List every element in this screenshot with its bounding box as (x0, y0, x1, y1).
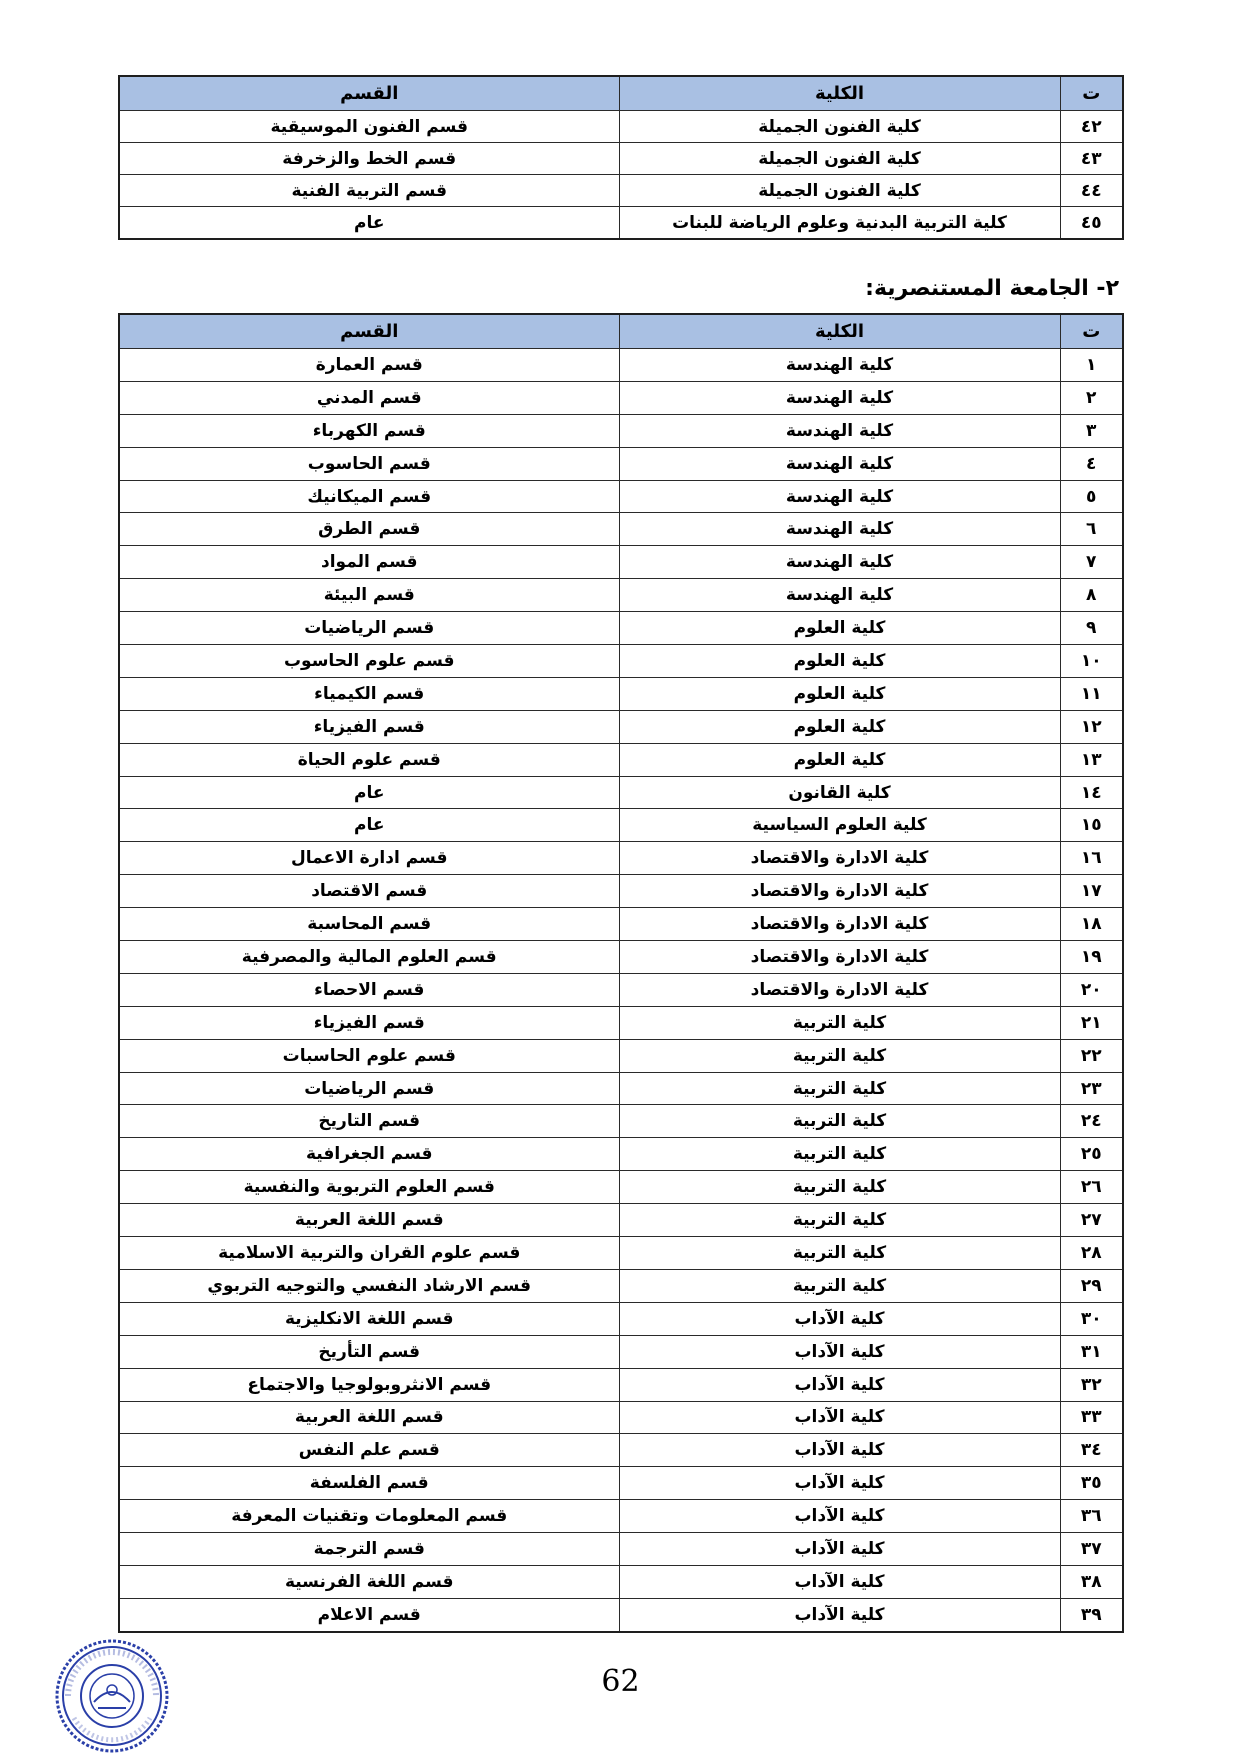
header-college: الكلية (619, 76, 1060, 111)
row-number: ٣ (1060, 414, 1123, 447)
row-department: قسم الحاسوب (119, 447, 619, 480)
table-row (119, 1039, 1123, 1072)
header-department: القسم (119, 314, 619, 349)
table-row (119, 1138, 1123, 1171)
row-department: عام (119, 776, 619, 809)
row-number: ٤ (1060, 447, 1123, 480)
row-number: ١٧ (1060, 875, 1123, 908)
row-college: كلية الهندسة (619, 513, 1060, 546)
row-number: ٢٥ (1060, 1138, 1123, 1171)
row-department: قسم اللغة الفرنسية (119, 1565, 619, 1598)
row-department: قسم علوم الحاسوب (119, 645, 619, 678)
row-department: قسم الطرق (119, 513, 619, 546)
row-college: كلية التربية (619, 1105, 1060, 1138)
page-number: 62 (601, 1664, 640, 1699)
row-department: قسم المعلومات وتقنيات المعرفة (119, 1500, 619, 1533)
row-number: ٣٩ (1060, 1598, 1123, 1631)
header-department: القسم (119, 76, 619, 111)
row-department: قسم الكيمياء (119, 677, 619, 710)
row-college: كلية الهندسة (619, 381, 1060, 414)
row-number: ٣١ (1060, 1335, 1123, 1368)
row-department: قسم الترجمة (119, 1533, 619, 1566)
row-number: ١٠ (1060, 645, 1123, 678)
row-department: قسم الفلسفة (119, 1467, 619, 1500)
row-number: ٤٤ (1060, 175, 1123, 207)
table-row (119, 612, 1123, 645)
row-department: قسم الميكانيك (119, 480, 619, 513)
table-row (119, 111, 1123, 143)
table-row (119, 546, 1123, 579)
table-row (119, 1467, 1123, 1500)
row-number: ٢٣ (1060, 1072, 1123, 1105)
row-college: كلية الادارة والاقتصاد (619, 941, 1060, 974)
table-row (119, 1500, 1123, 1533)
row-college: كلية الادارة والاقتصاد (619, 908, 1060, 941)
row-department: قسم الفيزياء (119, 1006, 619, 1039)
colleges-table-1 (118, 75, 1124, 240)
header-college: الكلية (619, 314, 1060, 349)
row-department: قسم التربية الفنية (119, 175, 619, 207)
table-row (119, 1302, 1123, 1335)
table-row (119, 1335, 1123, 1368)
row-department: قسم علم النفس (119, 1434, 619, 1467)
row-number: ٥ (1060, 480, 1123, 513)
table-row (119, 1401, 1123, 1434)
row-number: ٢٢ (1060, 1039, 1123, 1072)
table-header-row (119, 314, 1123, 349)
row-number: ٢٠ (1060, 973, 1123, 1006)
row-number: ٣٠ (1060, 1302, 1123, 1335)
row-number: ٣٢ (1060, 1368, 1123, 1401)
row-number: ٢٧ (1060, 1204, 1123, 1237)
row-department: قسم العمارة (119, 349, 619, 382)
row-number: ٢٤ (1060, 1105, 1123, 1138)
row-department: قسم الكهرباء (119, 414, 619, 447)
row-department: قسم الاعلام (119, 1598, 619, 1631)
row-college: كلية التربية (619, 1039, 1060, 1072)
row-department: قسم اللغة العربية (119, 1401, 619, 1434)
row-number: ٧ (1060, 546, 1123, 579)
table-row (119, 1565, 1123, 1598)
row-department: قسم الخط والزخرفة (119, 143, 619, 175)
table-row (119, 743, 1123, 776)
table-row (119, 1237, 1123, 1270)
row-college: كلية العلوم (619, 677, 1060, 710)
row-college: كلية التربية (619, 1006, 1060, 1039)
row-department: قسم الجغرافية (119, 1138, 619, 1171)
row-number: ١٥ (1060, 809, 1123, 842)
row-college: كلية الهندسة (619, 447, 1060, 480)
row-number: ١٦ (1060, 842, 1123, 875)
row-number: ٣٤ (1060, 1434, 1123, 1467)
row-department: قسم الارشاد النفسي والتوجيه التربوي (119, 1269, 619, 1302)
row-college: كلية الهندسة (619, 349, 1060, 382)
row-department: قسم اللغة الانكليزية (119, 1302, 619, 1335)
table-row (119, 175, 1123, 207)
row-department: قسم علوم الحاسبات (119, 1039, 619, 1072)
table-row (119, 1006, 1123, 1039)
row-number: ٢ (1060, 381, 1123, 414)
table-row (119, 908, 1123, 941)
table-row (119, 1368, 1123, 1401)
row-number: ١٤ (1060, 776, 1123, 809)
table-row (119, 381, 1123, 414)
row-department: قسم الفيزياء (119, 710, 619, 743)
row-college: كلية الآداب (619, 1467, 1060, 1500)
table-row (119, 776, 1123, 809)
official-seal-icon (54, 1638, 170, 1754)
table-header-row (119, 76, 1123, 111)
row-department: قسم التأريخ (119, 1335, 619, 1368)
row-college: كلية الادارة والاقتصاد (619, 973, 1060, 1006)
table-row (119, 677, 1123, 710)
row-number: ٢٦ (1060, 1171, 1123, 1204)
table-row (119, 349, 1123, 382)
row-department: قسم الرياضيات (119, 1072, 619, 1105)
row-number: ٣٣ (1060, 1401, 1123, 1434)
row-department: قسم المدني (119, 381, 619, 414)
row-number: ٢٩ (1060, 1269, 1123, 1302)
table-row (119, 143, 1123, 175)
row-college: كلية التربية (619, 1269, 1060, 1302)
row-college: كلية الهندسة (619, 480, 1060, 513)
table-row (119, 973, 1123, 1006)
row-department: قسم المحاسبة (119, 908, 619, 941)
row-department: قسم العلوم التربوية والنفسية (119, 1171, 619, 1204)
row-number: ٤٢ (1060, 111, 1123, 143)
table-row (119, 645, 1123, 678)
row-department: قسم البيئة (119, 579, 619, 612)
row-college: كلية التربية (619, 1138, 1060, 1171)
row-number: ٢٨ (1060, 1237, 1123, 1270)
row-number: ٣٦ (1060, 1500, 1123, 1533)
row-college: كلية الآداب (619, 1598, 1060, 1631)
row-department: قسم ادارة الاعمال (119, 842, 619, 875)
row-number: ٩ (1060, 612, 1123, 645)
table-row (119, 447, 1123, 480)
table-row (119, 480, 1123, 513)
row-number: ٣٧ (1060, 1533, 1123, 1566)
row-college: كلية الآداب (619, 1368, 1060, 1401)
row-number: ١ (1060, 349, 1123, 382)
row-number: ٤٣ (1060, 143, 1123, 175)
table-row (119, 513, 1123, 546)
row-number: ٣٥ (1060, 1467, 1123, 1500)
row-number: ١١ (1060, 677, 1123, 710)
table-row (119, 207, 1123, 240)
table-row (119, 1434, 1123, 1467)
row-college: كلية الفنون الجميلة (619, 143, 1060, 175)
row-department: قسم اللغة العربية (119, 1204, 619, 1237)
row-number: ٦ (1060, 513, 1123, 546)
row-college: كلية التربية (619, 1204, 1060, 1237)
row-college: كلية العلوم (619, 710, 1060, 743)
colleges-table-2 (118, 313, 1124, 1633)
row-college: كلية التربية (619, 1072, 1060, 1105)
row-number: ٨ (1060, 579, 1123, 612)
row-college: كلية الآداب (619, 1533, 1060, 1566)
row-department: قسم الانثروبولوجيا والاجتماع (119, 1368, 619, 1401)
row-college: كلية الهندسة (619, 546, 1060, 579)
row-department: عام (119, 207, 619, 240)
table-row (119, 1533, 1123, 1566)
section-heading-mustansiriyah: ٢- الجامعة المستنصرية: (865, 276, 1119, 301)
table-row (119, 1171, 1123, 1204)
row-college: كلية العلوم (619, 612, 1060, 645)
row-number: ٤٥ (1060, 207, 1123, 240)
row-college: كلية الادارة والاقتصاد (619, 842, 1060, 875)
header-num: ت (1060, 76, 1123, 111)
row-college: كلية الآداب (619, 1434, 1060, 1467)
row-college: كلية التربية البدنية وعلوم الرياضة للبنات (619, 207, 1060, 240)
row-number: ٢١ (1060, 1006, 1123, 1039)
row-college: كلية الآداب (619, 1335, 1060, 1368)
row-department: قسم الفنون الموسيقية (119, 111, 619, 143)
table-row (119, 1598, 1123, 1631)
table-row (119, 842, 1123, 875)
row-number: ١٣ (1060, 743, 1123, 776)
row-college: كلية الهندسة (619, 414, 1060, 447)
row-department: قسم الاقتصاد (119, 875, 619, 908)
table-row (119, 809, 1123, 842)
row-department: قسم العلوم المالية والمصرفية (119, 941, 619, 974)
table-row (119, 1072, 1123, 1105)
row-college: كلية الآداب (619, 1401, 1060, 1434)
row-college: كلية القانون (619, 776, 1060, 809)
row-department: قسم التاريخ (119, 1105, 619, 1138)
row-college: كلية العلوم السياسية (619, 809, 1060, 842)
row-college: كلية الفنون الجميلة (619, 111, 1060, 143)
row-college: كلية الآداب (619, 1302, 1060, 1335)
row-department: عام (119, 809, 619, 842)
row-college: كلية الادارة والاقتصاد (619, 875, 1060, 908)
row-college: كلية الفنون الجميلة (619, 175, 1060, 207)
row-department: قسم الرياضيات (119, 612, 619, 645)
row-department: قسم علوم الحياة (119, 743, 619, 776)
table-row (119, 1269, 1123, 1302)
row-department: قسم الاحصاء (119, 973, 619, 1006)
row-number: ١٨ (1060, 908, 1123, 941)
table-row (119, 414, 1123, 447)
row-college: كلية التربية (619, 1237, 1060, 1270)
row-number: ٣٨ (1060, 1565, 1123, 1598)
row-college: كلية الآداب (619, 1500, 1060, 1533)
table-row (119, 710, 1123, 743)
table-row (119, 1204, 1123, 1237)
row-college: كلية الهندسة (619, 579, 1060, 612)
row-college: كلية الآداب (619, 1565, 1060, 1598)
table-row (119, 1105, 1123, 1138)
table-row (119, 579, 1123, 612)
row-college: كلية العلوم (619, 645, 1060, 678)
table-row (119, 941, 1123, 974)
row-department: قسم علوم القران والتربية الاسلامية (119, 1237, 619, 1270)
row-department: قسم المواد (119, 546, 619, 579)
row-number: ١٩ (1060, 941, 1123, 974)
row-college: كلية التربية (619, 1171, 1060, 1204)
row-college: كلية العلوم (619, 743, 1060, 776)
header-num: ت (1060, 314, 1123, 349)
table-row (119, 875, 1123, 908)
row-number: ١٢ (1060, 710, 1123, 743)
